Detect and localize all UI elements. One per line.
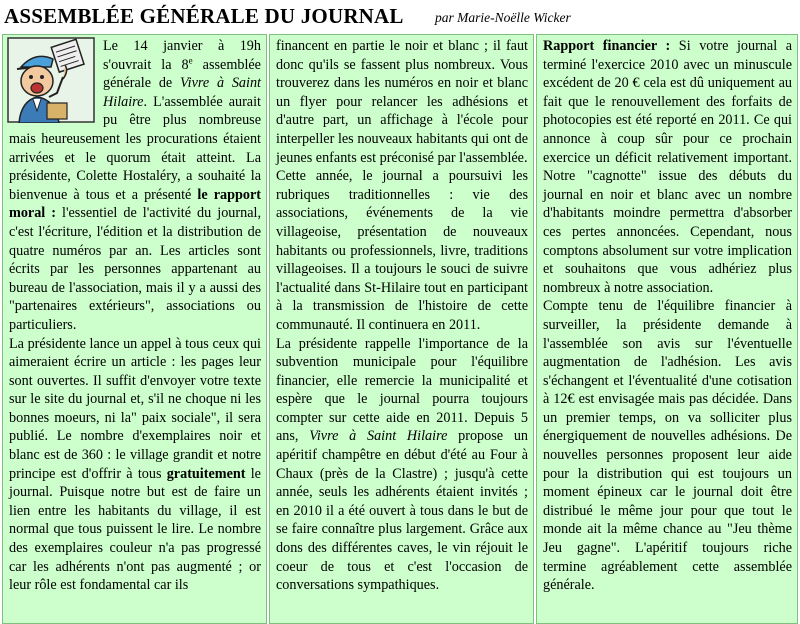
paragraph-intro: Le 14 janvier à 19h s'ouvrait la 8e assemblée générale de Vivre à Saint Hilaire. L'assemblée aurait pu être plus nombreuse mais heureusement les procurations étaient arrivées et le quorum était atteint. La présidente, Colette Hostaléry, a souhaité la bienvenue à tous et a présenté le rapport moral : l'essentiel de l'activité du journal, c'est l'écriture, l'édition et la distribution de quatre numéros par an. Les articles sont écrits par les personnes appartenant au bureau de l'association, mais il y a aussi des "partenaires extérieurs", associations ou particuliers. xyxy=(9,38,261,333)
newspaper-seller-cartoon-icon xyxy=(7,37,95,123)
column-3 xyxy=(536,34,798,624)
column-1 xyxy=(2,34,267,624)
paragraph-membership: Compte tenu de l'équilibre financier à surveiller, la présidente demande à l'assemblée son avis sur l'éventuelle augmentation de l'adhésion. Les avis s'échangent et l'éventualité d'une cotisation à 12€ est envisagée mais pas décidée. Dans un premier temps, on va solliciter plus énergiquement de nouvelles adhésions. De nouvelles personnes proposent leur aide pour la distribution qui est toujours un moment épineux car le journal doit être distribué le même jour pour que tout le monde ait la même chance au "Jeu thème Jeu gagne". L'apéritif toujours riche termine agréablement cette assemblée générale. xyxy=(543,298,792,594)
paragraph-appeal: La présidente lance un appel à tous ceux qui aimeraient écrire un article : les pages leur sont ouvertes. Il suffit d'envoyer votre texte sur le site du journal et, s'il ne choque ni les bonnes moeurs, ni la" paix sociale", il sera publié. Le nombre d'exemplaires noir et blanc est de 360 : le village grandit et notre principe est d'offrir à tous gratuitement le journal. Puisque notre but est de faire un lien entre les habitants du village, il est normal que tous puissent le lire. Le nombre des exemplaires couleur n'a pas progressé car les adhérents n'ont pas augmenté ; or leur rôle est fondamental car ils xyxy=(9,335,261,594)
article-byline: par Marie-Noëlle Wicker xyxy=(435,10,571,25)
article-title: ASSEMBLÉE GÉNÉRALE DU JOURNAL xyxy=(4,4,404,28)
paragraph-financial-report: Rapport financier : Si votre journal a terminé l'exercice 2010 avec un minuscule excédent de 20 € cela est dû uniquement au fait que le renouvellement des forfaits de photocopies est été reporté en 2011. Ce qui annonce à coup sûr pour ce prochain exercice un déficit relativement important. Notre "cagnotte" issue des débuts du journal en noir et blanc avec un nombre d'habitants moindre permettra d'absorber ces pertes annoncées. Cependant, nous comptons absolument sur votre implication et souhaitons que vous adhériez plus nombreux à notre association. xyxy=(543,38,793,296)
paragraph-subsidy: La présidente rappelle l'importance de la subvention municipale pour l'équilibre financier, elle remercie la municipalité et espère que le journal pourra toujours compter sur cette aide en 2011. Depuis 5 ans, Vivre à Saint Hilaire propose un apéritif champêtre en début d'été au Four à Chaux (près de la Clastre) ; jusqu'à cette année, seuls les adhérents étaient invités ; en 2010 il a été ouvert à tous dans le but de se faire connaître plus largement. Grâce aux dons des différentes caves, le vin réjouit le coeur de tous et c'est l'occasion de conversations sympathiques. xyxy=(276,335,529,594)
paragraph-funding: financent en partie le noir et blanc ; il faut donc qu'ils se fassent plus nombreux. Vous trouverez dans les numéros en noir et blanc un flyer pour relancer les adhésions et d'autre part, un affichage à l'école pour interpeller les nouveaux habitants qui ont de jeunes enfants est préconisé par l'assemblée. xyxy=(276,38,528,166)
paragraph-rubrics: Cette année, le journal a poursuivi les rubriques traditionnelles : vie des associations, événements de la vie villageoise, présentation de nouveaux habitants ou professionnels, livre, traditions villageoises. Il a toujours le souci de suivre l'actualité dans St-Hilaire tout en participant à la transmission de l'histoire de cette communauté. Il continuera en 2011. xyxy=(276,168,528,333)
column-2 xyxy=(269,34,534,624)
article-header xyxy=(0,0,800,34)
